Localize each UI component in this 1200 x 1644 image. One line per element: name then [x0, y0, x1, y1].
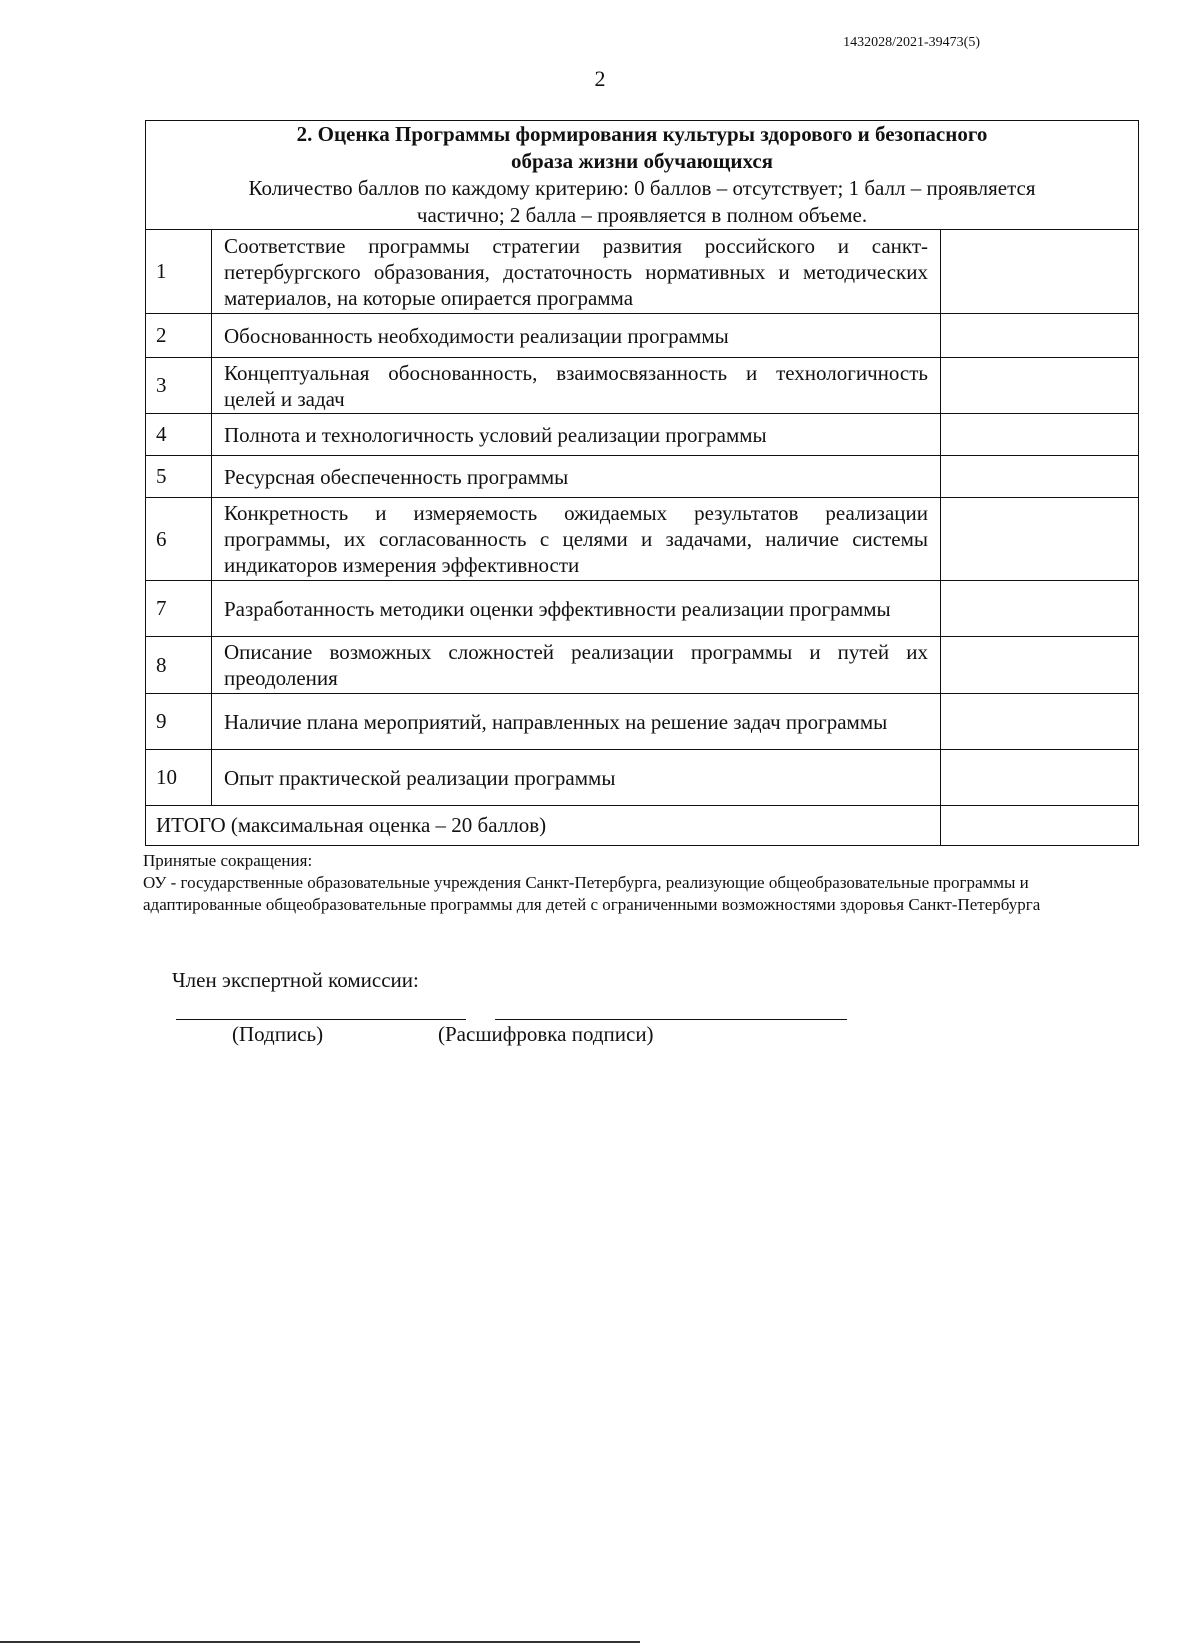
score-cell[interactable] [941, 456, 1139, 498]
table-row [146, 637, 1139, 694]
score-cell[interactable] [941, 414, 1139, 456]
scoring-scale-line-2: частично; 2 балла – проявляется в полном объеме. [416, 203, 868, 227]
commission-member-label: Член экспертной комиссии: [172, 968, 419, 992]
total-score-cell[interactable] [941, 806, 1139, 846]
criterion-text: Опыт практической реализации программы [212, 750, 941, 806]
abbreviations-block [143, 850, 1103, 916]
score-cell[interactable] [941, 358, 1139, 414]
criterion-text: Обоснованность необходимости реализации программы [212, 314, 941, 358]
table-row [146, 314, 1139, 358]
criterion-text: Соответствие программы стратегии развития российского и санкт-петербургского образования, достаточность нормативных и методических материалов, на которые опирается программа [212, 230, 941, 314]
criterion-number: 4 [146, 414, 212, 456]
criterion-text: Полнота и технологичность условий реализации программы [212, 414, 941, 456]
criterion-number: 9 [146, 694, 212, 750]
score-cell[interactable] [941, 314, 1139, 358]
criterion-number: 2 [146, 314, 212, 358]
criterion-text: Ресурсная обеспеченность программы [212, 456, 941, 498]
table-row [146, 498, 1139, 581]
score-cell[interactable] [941, 581, 1139, 637]
criterion-number: 6 [146, 498, 212, 581]
evaluation-table [145, 120, 1139, 846]
score-cell[interactable] [941, 750, 1139, 806]
criterion-text: Концептуальная обоснованность, взаимосвязанность и технологичность целей и задач [212, 358, 941, 414]
document-number: 1432028/2021-39473(5) [843, 35, 980, 50]
criterion-number: 10 [146, 750, 212, 806]
table-row [146, 694, 1139, 750]
total-label: ИТОГО (максимальная оценка – 20 баллов) [146, 806, 941, 846]
score-cell[interactable] [941, 694, 1139, 750]
criterion-number: 1 [146, 230, 212, 314]
criterion-text: Конкретность и измеряемость ожидаемых результатов реализации программы, их согласованность с целями и задачами, наличие системы индикаторов измерения эффективности [212, 498, 941, 581]
criterion-number: 3 [146, 358, 212, 414]
criterion-text: Наличие плана мероприятий, направленных на решение задач программы [212, 694, 941, 750]
table-row [146, 750, 1139, 806]
signature-decoding-line[interactable] [495, 1019, 847, 1020]
section-title-line-2: образа жизни обучающихся [510, 149, 774, 173]
signature-line[interactable] [176, 1019, 466, 1020]
criterion-number: 5 [146, 456, 212, 498]
table-row [146, 581, 1139, 637]
table-row [146, 414, 1139, 456]
abbreviations-heading: Принятые сокращения: [143, 851, 313, 870]
scan-edge-divider [0, 1641, 640, 1643]
criterion-text: Разработанность методики оценки эффективности реализации программы [212, 581, 941, 637]
signature-label: (Подпись) [232, 1022, 324, 1046]
section-title-line-1: 2. Оценка Программы формирования культуры здорового и безопасного [296, 122, 988, 146]
score-cell[interactable] [941, 498, 1139, 581]
scoring-scale-line-1: Количество баллов по каждому критерию: 0 баллов – отсутствует; 1 балл – проявляется [248, 176, 1036, 200]
table-header-cell [146, 121, 1139, 230]
table-row [146, 358, 1139, 414]
table-row [146, 230, 1139, 314]
criterion-number: 7 [146, 581, 212, 637]
table-row [146, 456, 1139, 498]
table-header-row [146, 121, 1139, 230]
score-cell[interactable] [941, 230, 1139, 314]
page-number: 2 [594, 66, 606, 91]
score-cell[interactable] [941, 637, 1139, 694]
total-row [146, 806, 1139, 846]
signature-decoding-label: (Расшифровка подписи) [438, 1022, 654, 1046]
abbreviations-text: ОУ - государственные образовательные учреждения Санкт-Петербурга, реализующие общеобразовательные программы и адаптированные общеобразовательные программы для детей с ограниченными возможностями здоровья Санкт-Петербурга [143, 873, 1041, 914]
criterion-number: 8 [146, 637, 212, 694]
criterion-text: Описание возможных сложностей реализации программы и путей их преодоления [212, 637, 941, 694]
